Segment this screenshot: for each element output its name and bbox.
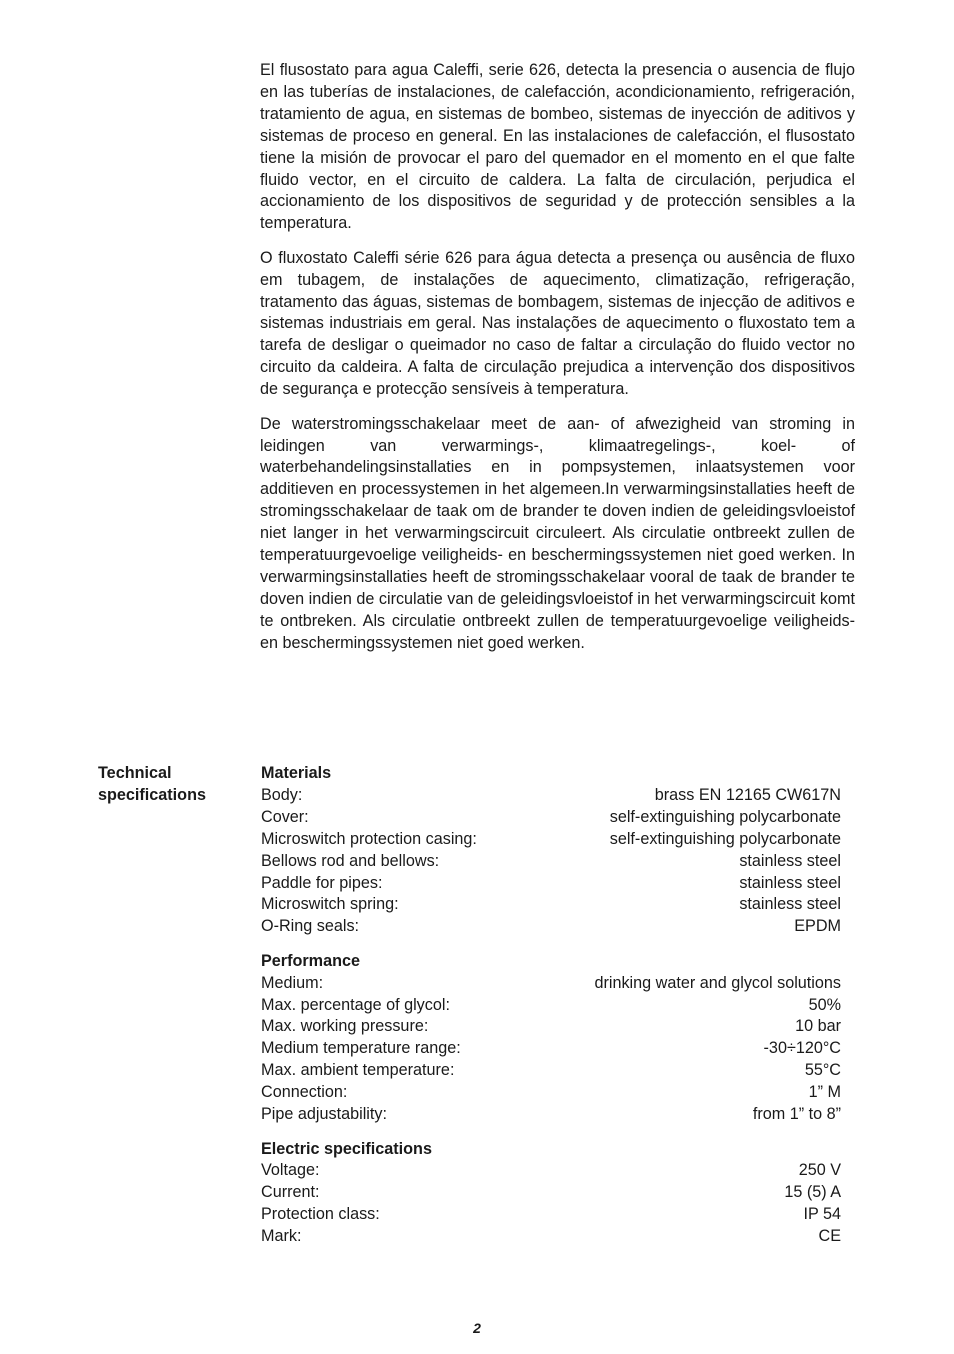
spec-label: Medium:	[261, 973, 324, 992]
spec-row	[261, 873, 841, 895]
spec-value: 50%	[808, 995, 841, 1014]
spec-row	[261, 1104, 841, 1126]
spec-value: EPDM	[794, 917, 841, 936]
paragraph-portuguese: O fluxostato Caleffi série 626 para água detecta a presença ou ausência de fluxo em tubagem, de instalações de aquecimento, climatização, refrigeração, tratamento das águas, sistemas de bombagem, sistemas de injecção de aditivos e sistemas industriais em geral. Nas instalações de aquecimento o fluxostato tem a tarefa de desligar o queimador no caso de faltar a circulação do fluido vector no circuito da caldeira. A falta de circulação prejudica a intervenção dos dispositivos de segurança e protecção sensíveis à temperatura.	[260, 248, 855, 399]
spec-label: Paddle for pipes:	[261, 873, 383, 892]
spec-value: drinking water and glycol solutions	[594, 973, 841, 992]
intro-text	[260, 60, 855, 667]
spec-label: O-Ring seals:	[261, 917, 360, 936]
paragraph-spanish: El flusostato para agua Caleffi, serie 626, detecta la presencia o ausencia de flujo en las tuberías de instalaciones, de calefacción, acondicionamiento, refrigeración, tratamiento de agua, en sistemas de bombeo, sistemas de inyección de aditivos y sistemas de proceso en general. En las instalaciones de calefacción, el flusostato tiene la misión de provocar el paro del quemador en el momento en el que falte fluido vector, en el circuito de caldera. La falta de circulación, perjudica el accionamiento de los dispositivos de seguridad y de protección sensibles a la temperatura.	[260, 61, 855, 233]
spec-label: Protection class:	[261, 1205, 380, 1224]
spec-row	[261, 1182, 841, 1204]
page-number: 2	[473, 1320, 481, 1336]
spec-value: stainless steel	[739, 873, 841, 892]
performance-section	[261, 951, 841, 1126]
spec-row	[261, 1160, 841, 1182]
section-title: Electric specifications	[261, 1139, 432, 1158]
spec-row	[261, 785, 841, 807]
spec-value: 15 (5) A	[784, 1183, 841, 1202]
spec-row	[261, 916, 841, 938]
spec-label: Max. percentage of glycol:	[261, 995, 450, 1014]
spec-value: stainless steel	[739, 895, 841, 914]
spec-label: Medium temperature range:	[261, 1039, 461, 1058]
spec-row	[261, 1082, 841, 1104]
paragraph-dutch: De waterstromingsschakelaar meet de aan- of afwezigheid van stroming in leidingen van verwarmings-, klimaatregelings-, koel- of waterbehandelingsinstallaties en in pompsystemen, inlaatsystemen voor additieven en processystemen in het algemeen.In verwarmingsinstallaties heeft de stromingsschakelaar de taak om de brander te doven indien de geleidingsvloeistof niet langer in het verwarmingscircuit circuleert. Als circulatie ontbreekt zullen de temperatuurgevoelige veiligheids- en beschermingssystemen niet goed werken. In verwarmingsinstallaties heeft de stromingsschakelaar vooral de taak de brander te doven indien de circulatie van de geleidingsvloeistof in het verwarmingscircuit komt te ontbreken. Als circulatie ontbreekt zullen de temperatuurgevoelige veiligheids- en beschermingssystemen niet goed werken.	[260, 414, 855, 652]
spec-label: Max. working pressure:	[261, 1017, 429, 1036]
spec-label: Cover:	[261, 807, 309, 826]
specifications-table	[261, 763, 841, 1261]
electric-section	[261, 1139, 841, 1249]
spec-label: Mark:	[261, 1227, 302, 1246]
spec-row	[261, 807, 841, 829]
spec-row	[261, 995, 841, 1017]
section-title: Performance	[261, 951, 360, 970]
spec-label: Body:	[261, 785, 303, 804]
technical-specifications-heading	[98, 763, 248, 807]
spec-value: self-extinguishing polycarbonate	[609, 807, 841, 826]
spec-row	[261, 1226, 841, 1248]
spec-label: Voltage:	[261, 1161, 320, 1180]
spec-value: stainless steel	[739, 851, 841, 870]
spec-row	[261, 851, 841, 873]
spec-label: Pipe adjustability:	[261, 1105, 387, 1124]
heading-line-2: specifications	[98, 785, 206, 804]
spec-value: 1” M	[808, 1083, 841, 1102]
spec-row	[261, 973, 841, 995]
spec-value: -30÷120°C	[763, 1039, 841, 1058]
spec-value: CE	[818, 1227, 841, 1246]
spec-label: Bellows rod and bellows:	[261, 851, 440, 870]
spec-label: Current:	[261, 1183, 320, 1202]
spec-value: self-extinguishing polycarbonate	[609, 829, 841, 848]
spec-value: brass EN 12165 CW617N	[654, 785, 841, 804]
spec-label: Microswitch protection casing:	[261, 829, 477, 848]
heading-line-1: Technical	[98, 764, 172, 782]
spec-row	[261, 1204, 841, 1226]
spec-row	[261, 1016, 841, 1038]
spec-row	[261, 829, 841, 851]
section-title: Materials	[261, 764, 332, 782]
spec-label: Microswitch spring:	[261, 895, 399, 914]
spec-label: Connection:	[261, 1083, 348, 1102]
spec-label: Max. ambient temperature:	[261, 1061, 455, 1080]
spec-value: 10 bar	[795, 1017, 841, 1036]
spec-row	[261, 894, 841, 916]
spec-value: 55°C	[804, 1061, 841, 1080]
spec-value: from 1” to 8”	[752, 1105, 841, 1124]
spec-value: IP 54	[803, 1205, 841, 1224]
spec-value: 250 V	[798, 1161, 841, 1180]
materials-section	[261, 763, 841, 938]
spec-row	[261, 1060, 841, 1082]
spec-row	[261, 1038, 841, 1060]
